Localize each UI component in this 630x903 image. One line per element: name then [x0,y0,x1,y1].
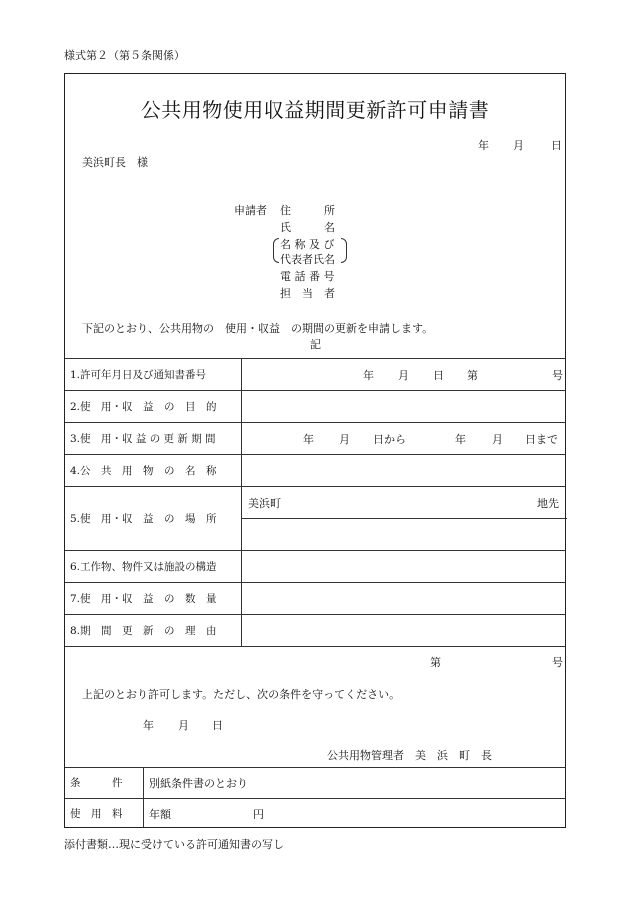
fee-label: 使 用 料 [70,808,123,820]
fee-yen: 円 [253,808,264,821]
table-line [65,767,565,768]
table-line [65,454,565,455]
form-number: 様式第２（第５条関係） [64,49,185,62]
row3-from: 日から [373,433,406,446]
row3-until: 日まで [525,433,558,446]
permit-day: 日 [212,719,223,732]
application-form [64,73,566,828]
table-line [65,358,565,359]
page-title: 公共用物使用収益期間更新許可申請書 [140,98,490,122]
table-divider [241,358,242,646]
table-line [241,518,567,519]
row3-year-until: 年 [455,433,466,446]
row-label-8: 8.期 間 更 新 の 理 由 [70,625,217,637]
fee-amount-label: 年額 [149,808,171,821]
row-label-4: 4.公 共 用 物 の 名 称 [70,465,217,477]
row1-go: 号 [552,369,563,382]
table-line [65,614,565,615]
right-bracket [341,238,347,263]
permit-go: 号 [552,656,563,669]
corp-name-label-2: 代表者氏名 [280,253,335,266]
table-line [65,646,565,647]
permit-month: 月 [178,719,189,732]
left-bracket [273,238,279,263]
applicant-address-label: 住 所 [280,204,335,217]
table-line [65,422,565,423]
date-year: 年 [478,139,489,152]
addressee: 美浜町長 様 [82,156,148,169]
row3-year-from: 年 [303,433,314,446]
table-line [65,582,565,583]
corp-name-label-1: 名 称 及 び [280,238,335,251]
row3-month-from: 月 [339,433,350,446]
row-label-3: 3.使 用・収 益 の 更 新 期 間 [70,433,216,445]
row-label-2: 2.使 用・収 益 の 目 的 [70,401,217,413]
applicant-label: 申請者 [234,204,267,217]
person-in-charge-label: 担 当 者 [280,287,335,300]
row1-day: 日 [433,369,444,382]
row-label-5: 5.使 用・収 益 の 場 所 [70,513,217,525]
permit-year: 年 [143,719,154,732]
row1-dai: 第 [467,369,478,382]
row1-year: 年 [363,369,374,382]
applicant-name-label: 氏 名 [280,221,335,234]
permit-text: 上記のとおり許可します。ただし、次の条件を守ってください。 [82,688,401,701]
date-month: 月 [513,139,524,152]
table-divider [143,767,144,827]
table-line [65,550,565,551]
ki-label: 記 [310,338,321,351]
table-line [65,798,565,799]
row1-month: 月 [398,369,409,382]
row-label-1: 1.許可年月日及び通知書番号 [70,369,207,381]
row3-month-until: 月 [492,433,503,446]
attachment-note: 添付書類…現に受けている許可通知書の写し [64,838,284,851]
row-label-7: 7.使 用・収 益 の 数 量 [70,593,217,605]
table-line [65,390,565,391]
table-line [65,486,565,487]
conditions-label: 条 件 [70,777,123,789]
phone-label: 電 話 番 号 [280,270,335,283]
permit-dai: 第 [430,656,441,669]
conditions-value: 別紙条件書のとおり [149,777,248,790]
request-text: 下記のとおり、公共用物の 使用・収益 の期間の更新を申請します。 [82,322,434,335]
row5-town: 美浜町 [248,497,281,510]
date-day: 日 [551,139,562,152]
row-label-6: 6.工作物、物件又は施設の構造 [70,561,217,573]
permit-manager: 公共用物管理者 美 浜 町 長 [327,749,492,762]
row5-chisaki: 地先 [537,497,559,510]
